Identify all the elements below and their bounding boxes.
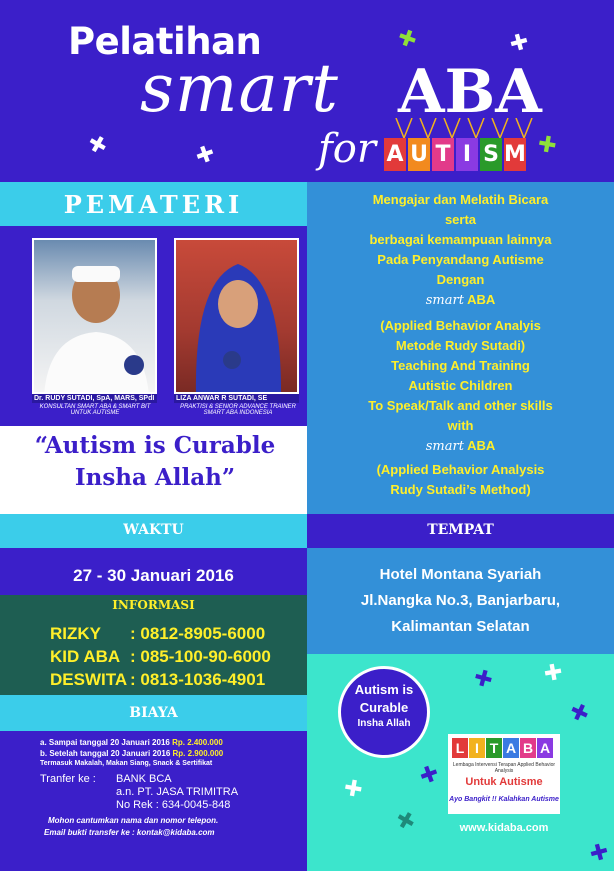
puzzle-icon: ✚ — [83, 129, 112, 161]
contact-row — [50, 624, 265, 644]
title-for: for — [318, 126, 377, 172]
desc-line: Metode Rudy Sutadi) — [395, 338, 526, 353]
note-line2: Email bukti transfer ke : kontak@kidaba.com — [44, 828, 215, 837]
fee-b — [40, 749, 223, 758]
puzzle-icon: ✚ — [192, 139, 218, 170]
waktu-label: WAKTU — [123, 522, 184, 538]
account-number: No Rek : 634-0045-848 — [116, 799, 231, 811]
puzzle-icon: ✚ — [391, 805, 420, 837]
desc-line: serta — [444, 212, 477, 227]
litaba-letter: B — [520, 738, 536, 758]
tempat-label: TEMPAT — [427, 522, 494, 538]
biaya-label: BIAYA — [129, 705, 178, 721]
contact-phone: : 0813-1036-4901 — [130, 670, 266, 689]
fee-b-price: Rp. 2.900.000 — [172, 749, 224, 758]
quote — [14, 430, 296, 494]
litaba-tagline: Ayo Bangkit !! Kalahkan Autisme — [449, 796, 559, 803]
venue-line: Hotel Montana Syariah — [379, 566, 542, 583]
desc-line: Rudy Sutadi’s Method) — [390, 482, 531, 497]
puzzle-icon: ✚ — [565, 697, 594, 728]
litaba-letter: A — [503, 738, 519, 758]
litaba-letters — [452, 738, 553, 758]
puzzle-icon: ✚ — [416, 759, 442, 790]
autism-letter: U — [408, 138, 430, 171]
litaba-slogan: Untuk Autisme — [465, 776, 543, 788]
smart-aba-line — [307, 292, 614, 308]
desc-line: Mengajar dan Melatih Bicara — [372, 192, 549, 207]
desc-line: Pada Penyandang Autisme — [377, 252, 544, 267]
puzzle-icon: ✚ — [541, 658, 565, 687]
quote-line2: Insha Allah” — [74, 464, 236, 491]
smart-word: smart — [425, 293, 464, 308]
litaba-desc: Lembaga Intervensi Terapan Applied Behavior Analysis — [452, 762, 556, 774]
contact-phone: : 0812-8905-6000 — [130, 624, 266, 643]
contact-row — [50, 670, 265, 690]
smart-aba-line — [307, 438, 614, 454]
puzzle-icon: ✚ — [506, 28, 532, 57]
quote-line1: “Autism is Curable — [34, 432, 276, 459]
fee-a — [40, 738, 223, 747]
fee-a-price: Rp. 2.400.000 — [172, 738, 223, 747]
badge-line1: Autism is — [354, 682, 414, 697]
info-title: INFORMASI — [112, 598, 195, 612]
website-link[interactable]: www.kidaba.com — [459, 822, 549, 834]
autism-letter: M — [504, 138, 526, 171]
bank-name: BANK BCA — [116, 773, 172, 785]
desc-line: (Applied Behavior Analyis — [380, 318, 541, 333]
badge-line3: Insha Allah — [357, 718, 411, 729]
contact-name: KID ABA — [50, 647, 121, 666]
smart-word: smart — [425, 439, 464, 454]
fee-a-label: a. Sampai tanggal 20 Januari 2016 — [40, 738, 170, 747]
event-date: 27 - 30 Januari 2016 — [73, 566, 234, 585]
title-aba: ABA — [398, 57, 542, 127]
venue-line: Kalimantan Selatan — [391, 618, 530, 635]
autism-letter: S — [480, 138, 502, 171]
pemateri-label: PEMATERI — [63, 190, 244, 219]
autism-letter: A — [384, 138, 406, 171]
contact-row — [50, 647, 271, 667]
fee-b-label: b. Setelah tanggal 20 Januari 2016 — [40, 749, 171, 758]
aba-word: ABA — [467, 292, 496, 307]
litaba-letter: A — [537, 738, 553, 758]
speaker2-title: PRAKTISI & SENIOR ADVANCE TRAINER SMART ABA INDONESIA — [180, 404, 296, 416]
litaba-letter: T — [486, 738, 502, 758]
transfer-label: Tranfer ke : — [40, 773, 96, 785]
title-smart: smart — [140, 50, 339, 127]
contact-name: RIZKY — [50, 624, 101, 643]
aba-word: ABA — [467, 438, 496, 453]
desc-line: Dengan — [436, 272, 485, 287]
venue-line: Jl.Nangka No.3, Banjarbaru, — [360, 592, 561, 609]
title-pelatihan: Pelatihan — [68, 20, 262, 63]
speaker1-name: Dr. RUDY SUTADI, SpA, MARS, SPdI — [32, 394, 157, 403]
speaker2-photo — [174, 238, 299, 394]
desc-line: (Applied Behavior Analysis — [376, 462, 545, 477]
note-line1: Mohon cantumkan nama dan nomor telepon. — [48, 816, 219, 825]
fee-note: Termasuk Makalah, Makan Siang, Snack & Sertifikat — [40, 760, 213, 767]
puzzle-icon: ✚ — [471, 664, 496, 693]
account-name: a.n. PT. JASA TRIMITRA — [116, 786, 239, 798]
contact-phone: : 085-100-90-6000 — [130, 647, 271, 666]
puzzle-icon: ✚ — [586, 838, 612, 867]
autism-letter: T — [432, 138, 454, 171]
desc-line: Autistic Children — [408, 378, 513, 393]
desc-line: berbagai kemampuan lainnya — [369, 232, 552, 247]
autism-letter: I — [456, 138, 478, 171]
puzzle-icon: ✚ — [394, 23, 421, 54]
desc-line: Teaching And Training — [391, 358, 530, 373]
speaker1-title: KONSULTAN SMART ABA & SMART BIT UNTUK AUTISME — [39, 404, 151, 416]
autism-logo — [384, 138, 526, 171]
contact-name: DESWITA — [50, 670, 128, 689]
litaba-letter: L — [452, 738, 468, 758]
desc-line: with — [447, 418, 474, 433]
hanging-strings — [392, 118, 540, 140]
puzzle-icon: ✚ — [536, 130, 559, 159]
desc-line: To Speak/Talk and other skills — [368, 398, 553, 413]
speaker2-name: LIZA ANWAR R SUTADI, SE — [174, 394, 299, 403]
badge-line2: Curable — [359, 700, 409, 715]
litaba-letter: I — [469, 738, 485, 758]
speaker1-photo — [32, 238, 157, 394]
puzzle-icon: ✚ — [342, 774, 365, 803]
